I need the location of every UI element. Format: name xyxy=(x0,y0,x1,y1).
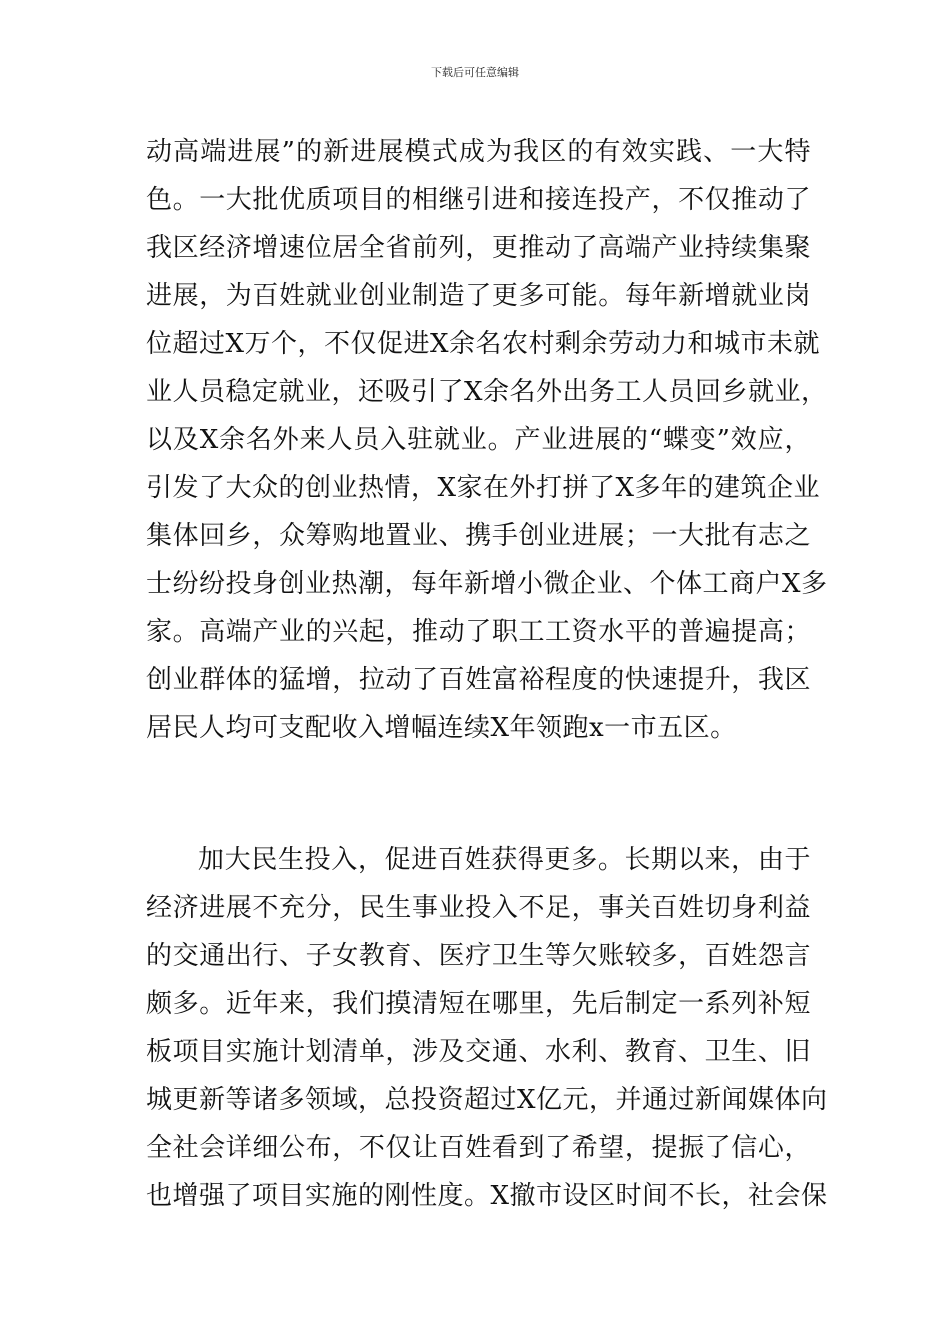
text-line: 也增强了项目实施的刚性度。X撤市设区时间不长，社会保 xyxy=(146,1181,828,1211)
text-line: 创业群体的猛增，拉动了百姓富裕程度的快速提升，我区 xyxy=(146,665,811,695)
paragraph-2 xyxy=(146,836,828,1220)
text-line: 居民人均可支配收入增幅连续X年领跑x一市五区。 xyxy=(146,713,737,743)
text-line: 士纷纷投身创业热潮，每年新增小微企业、个体工商户X多 xyxy=(146,569,828,599)
text-line: 引发了大众的创业热情，X家在外打拼了X多年的建筑企业 xyxy=(146,473,821,503)
text-line: 的交通出行、子女教育、医疗卫生等欠账较多，百姓怨言 xyxy=(146,941,811,971)
text-line: 以及X余名外来人员入驻就业。产业进展的“蝶变”效应， xyxy=(146,425,811,455)
text-line: 板项目实施计划清单，涉及交通、水利、教育、卫生、旧 xyxy=(146,1037,811,1067)
text-line: 经济进展不充分，民生事业投入不足，事关百姓切身利益 xyxy=(146,893,811,923)
paragraph-1 xyxy=(146,128,828,752)
text-line: 加大民生投入，促进百姓获得更多。长期以来，由于 xyxy=(198,845,811,875)
text-line: 全社会详细公布，不仅让百姓看到了希望，提振了信心， xyxy=(146,1133,811,1163)
text-line: 色。一大批优质项目的相继引进和接连投产，不仅推动了 xyxy=(146,185,811,215)
page-header: 下载后可任意编辑 xyxy=(431,66,519,79)
text-line: 城更新等诸多领域，总投资超过X亿元，并通过新闻媒体向 xyxy=(146,1085,828,1115)
text-line: 动高端进展”的新进展模式成为我区的有效实践、一大特 xyxy=(146,137,811,167)
document-body xyxy=(146,128,828,1220)
text-line: 我区经济增速位居全省前列，更推动了高端产业持续集聚 xyxy=(146,233,811,263)
text-line: 进展，为百姓就业创业制造了更多可能。每年新增就业岗 xyxy=(146,281,811,311)
paragraph-gap xyxy=(146,752,811,836)
text-line: 颇多。近年来，我们摸清短在哪里，先后制定一系列补短 xyxy=(146,989,811,1019)
text-line: 集体回乡，众筹购地置业、携手创业进展；一大批有志之 xyxy=(146,521,811,551)
text-line: 业人员稳定就业，还吸引了X余名外出务工人员回乡就业， xyxy=(146,377,828,407)
text-line: 家。高端产业的兴起，推动了职工工资水平的普遍提高； xyxy=(146,617,811,647)
text-line: 位超过X万个，不仅促进X余名农村剩余劳动力和城市未就 xyxy=(146,329,821,359)
